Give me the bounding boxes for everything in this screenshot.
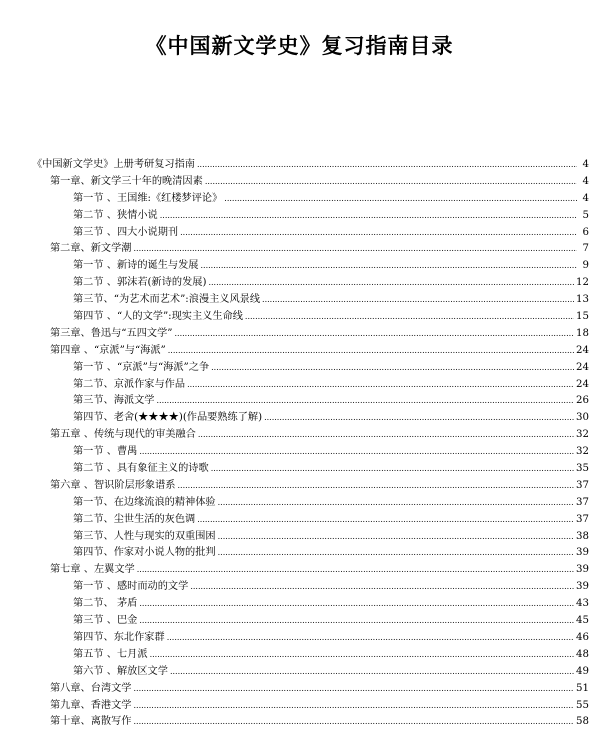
dot-leader bbox=[139, 444, 574, 461]
dot-leader bbox=[208, 275, 574, 292]
toc-entry-label: 第一章、新文学三十年的晚清因素 bbox=[50, 175, 203, 187]
toc-entry-page-number: 58 bbox=[576, 716, 589, 728]
toc-entry-page-number: 32 bbox=[576, 446, 589, 458]
toc-entry[interactable] bbox=[0, 174, 599, 191]
toc-entry-label: 第七章 、左翼文学 bbox=[50, 564, 135, 576]
toc-entry[interactable] bbox=[0, 630, 599, 647]
toc-entry[interactable] bbox=[0, 309, 599, 326]
dot-leader bbox=[134, 698, 575, 715]
toc-entry-row bbox=[32, 157, 589, 174]
toc-entry-page-number: 55 bbox=[576, 699, 589, 711]
toc-entry-label: 第四节、老舍(★★★★)(作品要熟练了解) bbox=[73, 412, 263, 424]
dot-leader bbox=[134, 241, 578, 258]
toc-entry-label: 第一节 、曹禺 bbox=[73, 446, 138, 458]
toc-entry[interactable] bbox=[0, 258, 599, 275]
toc-entry[interactable] bbox=[0, 647, 599, 664]
toc-entry-row bbox=[73, 410, 589, 427]
toc-entry[interactable] bbox=[0, 410, 599, 427]
toc-entry[interactable] bbox=[0, 393, 599, 410]
toc-entry[interactable] bbox=[0, 664, 599, 681]
toc-entry-row bbox=[73, 495, 589, 512]
dot-leader bbox=[218, 495, 574, 512]
toc-entry-label: 第一节 、“京派”与“海派”之争 bbox=[73, 361, 210, 373]
toc-entry[interactable] bbox=[0, 326, 599, 343]
toc-entry-row bbox=[50, 478, 589, 495]
toc-entry[interactable] bbox=[0, 613, 599, 630]
toc-entry-page-number: 26 bbox=[576, 395, 589, 407]
toc-entry-row bbox=[50, 326, 589, 343]
dot-leader bbox=[201, 258, 578, 275]
toc-entry-page-number: 35 bbox=[576, 463, 589, 475]
toc-entry-label: 第四节、作家对小说人物的批判 bbox=[73, 547, 216, 559]
dot-leader bbox=[157, 393, 575, 410]
toc-entry-label: 第三节 、四大小说期刊 bbox=[73, 226, 179, 238]
toc-entry-label: 第二节、尘世生活的灰色调 bbox=[73, 513, 196, 525]
toc-entry-label: 第二章、新文学潮 bbox=[50, 243, 132, 255]
toc-entry-page-number: 38 bbox=[576, 530, 589, 542]
toc-entry-row bbox=[73, 613, 589, 630]
toc-entry-page-number: 4 bbox=[582, 175, 589, 187]
toc-entry[interactable] bbox=[0, 545, 599, 562]
toc-entry-page-number: 32 bbox=[576, 429, 589, 441]
toc-entry[interactable] bbox=[0, 495, 599, 512]
dot-leader bbox=[137, 562, 574, 579]
toc-entry-label: 第五节 、七月派 bbox=[73, 648, 148, 660]
toc-entry-page-number: 6 bbox=[582, 226, 589, 238]
dot-leader bbox=[174, 326, 574, 343]
toc-entry-row bbox=[73, 377, 589, 394]
toc-entry-row bbox=[50, 343, 589, 360]
toc-entry[interactable] bbox=[0, 377, 599, 394]
toc-entry-page-number: 45 bbox=[576, 615, 589, 627]
dot-leader bbox=[197, 512, 574, 529]
toc-entry-label: 第二节 、狭情小说 bbox=[73, 209, 158, 221]
toc-entry-page-number: 9 bbox=[582, 260, 589, 272]
toc-entry-row bbox=[73, 545, 589, 562]
toc-entry-page-number: 39 bbox=[576, 564, 589, 576]
toc-entry-page-number: 30 bbox=[576, 412, 589, 424]
toc-entry-label: 第一节 、王国维:《红楼梦评论》 bbox=[73, 192, 223, 204]
toc-entry[interactable] bbox=[0, 225, 599, 242]
dot-leader bbox=[134, 681, 575, 698]
toc-entry-row bbox=[73, 225, 589, 242]
toc-entry[interactable] bbox=[0, 529, 599, 546]
dot-leader bbox=[211, 461, 574, 478]
dot-leader bbox=[211, 360, 574, 377]
toc-entry-label: 第九章、香港文学 bbox=[50, 699, 132, 711]
toc-entry[interactable] bbox=[0, 698, 599, 715]
toc-entry-label: 第二节、京派作家与作品 bbox=[73, 378, 186, 390]
toc-entry-page-number: 37 bbox=[576, 513, 589, 525]
toc-entry-row bbox=[73, 292, 589, 309]
toc-entry-label: 《中国新文学史》上册考研复习指南 bbox=[32, 159, 195, 170]
dot-leader bbox=[180, 225, 577, 242]
toc-entry-page-number: 4 bbox=[582, 159, 589, 170]
toc-entry-page-number: 18 bbox=[576, 327, 589, 339]
toc-entry[interactable] bbox=[0, 714, 599, 731]
toc-entry-row bbox=[50, 714, 589, 731]
toc-entry-page-number: 37 bbox=[576, 479, 589, 491]
toc-entry-label: 第六章 、智识阶层形象谱系 bbox=[50, 479, 176, 491]
dot-leader bbox=[262, 292, 574, 309]
dot-leader bbox=[198, 427, 574, 444]
dot-leader bbox=[139, 596, 574, 613]
toc-entry[interactable] bbox=[0, 157, 599, 174]
toc-entry-label: 第三节、“为艺术而艺术”:浪漫主义风景线 bbox=[73, 294, 261, 306]
toc-entry-row bbox=[73, 529, 589, 546]
toc-entry-page-number: 24 bbox=[576, 344, 589, 356]
toc-entry-page-number: 48 bbox=[576, 648, 589, 660]
toc-entry-row bbox=[73, 191, 589, 208]
toc-entry-label: 第二节 、具有象征主义的诗歌 bbox=[73, 463, 209, 475]
toc-entry[interactable] bbox=[0, 208, 599, 225]
toc-entry-row bbox=[73, 275, 589, 292]
toc-entry-row bbox=[73, 512, 589, 529]
toc-entry-page-number: 12 bbox=[576, 277, 589, 289]
document-title: 《中国新文学史》复习指南目录 bbox=[145, 34, 454, 58]
toc-entry-label: 第十章、离散写作 bbox=[50, 716, 132, 728]
toc-entry[interactable] bbox=[0, 427, 599, 444]
toc-entry-label: 第二节、 茅盾 bbox=[73, 598, 138, 610]
toc-entry-row bbox=[73, 309, 589, 326]
toc-entry[interactable] bbox=[0, 191, 599, 208]
toc-entry-page-number: 13 bbox=[576, 294, 589, 306]
toc-entry-page-number: 46 bbox=[576, 631, 589, 643]
toc-entry-page-number: 39 bbox=[576, 581, 589, 593]
toc-entry-page-number: 24 bbox=[576, 378, 589, 390]
toc-entry[interactable] bbox=[0, 461, 599, 478]
toc-entry-page-number: 37 bbox=[576, 496, 589, 508]
dot-leader bbox=[150, 647, 574, 664]
dot-leader bbox=[224, 191, 577, 208]
table-of-contents bbox=[0, 157, 599, 731]
toc-entry-label: 第一节 、新诗的诞生与发展 bbox=[73, 260, 199, 272]
toc-entry-page-number: 49 bbox=[576, 665, 589, 677]
toc-entry-page-number: 5 bbox=[582, 209, 589, 221]
toc-entry-label: 第四节 、“人的文学”:现实主义生命线 bbox=[73, 311, 243, 323]
dot-leader bbox=[197, 157, 577, 174]
toc-entry[interactable] bbox=[0, 579, 599, 596]
toc-entry-row bbox=[50, 562, 589, 579]
dot-leader bbox=[170, 664, 574, 681]
toc-entry-label: 第一节 、感时而动的文学 bbox=[73, 581, 189, 593]
dot-leader bbox=[167, 630, 574, 647]
dot-leader bbox=[218, 545, 574, 562]
dot-leader bbox=[190, 579, 574, 596]
toc-entry[interactable] bbox=[0, 275, 599, 292]
toc-entry-row bbox=[73, 461, 589, 478]
dot-leader bbox=[264, 410, 574, 427]
toc-entry-row bbox=[73, 258, 589, 275]
toc-entry-page-number: 43 bbox=[576, 598, 589, 610]
toc-entry-label: 第三章、鲁迅与“五四文学” bbox=[50, 327, 173, 339]
toc-entry[interactable] bbox=[0, 444, 599, 461]
toc-entry-row bbox=[73, 208, 589, 225]
toc-entry-label: 第一节、在边缘流浪的精神体验 bbox=[73, 496, 216, 508]
toc-entry[interactable] bbox=[0, 512, 599, 529]
toc-entry[interactable] bbox=[0, 478, 599, 495]
toc-entry-row bbox=[73, 579, 589, 596]
toc-entry[interactable] bbox=[0, 360, 599, 377]
toc-entry-label: 第四章 、“京派”与“海派” bbox=[50, 344, 166, 356]
dot-leader bbox=[205, 174, 577, 191]
toc-entry-page-number: 15 bbox=[576, 311, 589, 323]
toc-entry-page-number: 39 bbox=[576, 547, 589, 559]
dot-leader bbox=[168, 343, 574, 360]
toc-entry-row bbox=[50, 681, 589, 698]
toc-entry-row bbox=[50, 241, 589, 258]
toc-entry-label: 第三节、海派文学 bbox=[73, 395, 155, 407]
toc-entry-page-number: 4 bbox=[582, 192, 589, 204]
dot-leader bbox=[187, 377, 574, 394]
dot-leader bbox=[245, 309, 574, 326]
toc-entry-row bbox=[73, 647, 589, 664]
toc-entry-label: 第三节 、巴金 bbox=[73, 615, 138, 627]
toc-entry-label: 第八章、台湾文学 bbox=[50, 682, 132, 694]
toc-entry-label: 第三节、人性与现实的双重围困 bbox=[73, 530, 216, 542]
toc-entry-row bbox=[50, 698, 589, 715]
toc-entry[interactable] bbox=[0, 292, 599, 309]
dot-leader bbox=[139, 613, 574, 630]
toc-entry[interactable] bbox=[0, 562, 599, 579]
toc-entry-label: 第五章 、传统与现代的审美融合 bbox=[50, 429, 196, 441]
toc-entry[interactable] bbox=[0, 343, 599, 360]
dot-leader bbox=[160, 208, 577, 225]
toc-entry-row bbox=[50, 427, 589, 444]
toc-entry-row bbox=[73, 444, 589, 461]
dot-leader bbox=[218, 529, 574, 546]
toc-entry[interactable] bbox=[0, 241, 599, 258]
toc-entry[interactable] bbox=[0, 681, 599, 698]
toc-entry-row bbox=[50, 174, 589, 191]
toc-entry-row bbox=[73, 596, 589, 613]
toc-entry[interactable] bbox=[0, 596, 599, 613]
toc-entry-row bbox=[73, 393, 589, 410]
dot-leader bbox=[134, 714, 575, 731]
toc-entry-row bbox=[73, 360, 589, 377]
toc-entry-label: 第六节 、解放区文学 bbox=[73, 665, 168, 677]
toc-entry-page-number: 51 bbox=[576, 682, 589, 694]
toc-entry-label: 第二节 、郭沫若(新诗的发展) bbox=[73, 277, 207, 289]
toc-entry-row bbox=[73, 664, 589, 681]
dot-leader bbox=[178, 478, 575, 495]
toc-entry-label: 第四节、东北作家群 bbox=[73, 631, 165, 643]
toc-entry-row bbox=[73, 630, 589, 647]
toc-entry-page-number: 24 bbox=[576, 361, 589, 373]
toc-entry-page-number: 7 bbox=[582, 243, 589, 255]
